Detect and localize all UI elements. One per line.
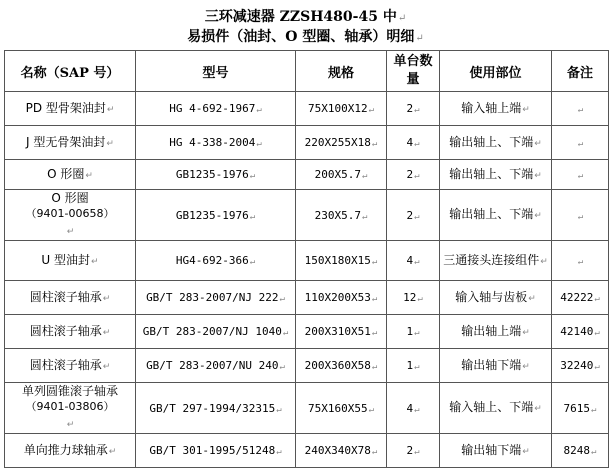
document-title-line1 [0, 8, 611, 28]
paragraph-mark-icon: ↵ [371, 328, 378, 338]
paragraph-mark-icon: ↵ [414, 105, 420, 115]
cell-part-text: 输出轴上、下端 [449, 207, 534, 221]
paragraph-mark-icon: ↵ [414, 362, 420, 372]
cell-note [552, 383, 609, 434]
paragraph-mark-icon: ↵ [361, 211, 368, 222]
title-text: 三环减速器 ZZSH480-45 中 [204, 9, 397, 25]
cell-qty [387, 315, 440, 349]
paragraph-mark-icon: ↵ [371, 294, 378, 304]
paragraph-mark-icon: ↵ [371, 447, 378, 457]
table-row [5, 281, 609, 315]
document-title-line2 [0, 28, 611, 48]
paragraph-mark-icon: ↵ [414, 211, 420, 222]
cell-name-text: J 型无骨架油封 [26, 134, 106, 149]
cell-name [5, 126, 136, 160]
cell-model [136, 126, 296, 160]
cell-part-text: 输出轴上、下端 [449, 134, 534, 149]
cell-spec [296, 383, 387, 434]
title-text: 易损件（油封、O 型圈、轴承）明细 [187, 29, 415, 45]
paragraph-mark-icon: ↵ [591, 404, 597, 415]
cell-model-text: HG4-692-366 [175, 254, 249, 267]
cell-spec [296, 281, 387, 315]
cell-model [136, 190, 296, 241]
cell-model-text: GB/T 283-2007/NJ 222 [146, 291, 279, 304]
cell-qty [387, 126, 440, 160]
paragraph-mark-icon: ↵ [577, 257, 584, 267]
cell-spec-text: 75X160X55 [307, 401, 368, 415]
cell-name [5, 160, 136, 190]
cell-qty-text: 1 [406, 359, 414, 372]
cell-name [5, 92, 136, 126]
paragraph-mark-icon: ↵ [534, 138, 542, 149]
paragraph-mark-icon: ↵ [91, 256, 99, 267]
paragraph-mark-icon: ↵ [85, 170, 93, 181]
cell-note [552, 349, 609, 383]
header-name: 名称（SAP 号） [5, 51, 136, 92]
cell-part-text: 输入轴上端 [461, 100, 522, 115]
paragraph-mark-icon: ↵ [368, 105, 375, 115]
paragraph-mark-icon: ↵ [102, 361, 111, 372]
cell-part-text: 输出轴下端 [461, 357, 522, 372]
cell-name-text: 圆柱滚子轴承 [29, 289, 102, 304]
table-row [5, 434, 609, 468]
paragraph-mark-icon: ↵ [371, 257, 378, 267]
table-row [5, 241, 609, 281]
cell-name-text: U 型油封 [41, 252, 91, 267]
paragraph-mark-icon: ↵ [282, 328, 289, 338]
cell-name [5, 349, 136, 383]
table-row [5, 190, 609, 241]
cell-note [552, 241, 609, 281]
table-header-row [5, 51, 609, 92]
cell-note [552, 160, 609, 190]
cell-qty-text: 2 [406, 444, 414, 457]
cell-part [440, 383, 552, 434]
cell-qty [387, 434, 440, 468]
cell-model [136, 383, 296, 434]
paragraph-mark-icon: ↵ [397, 13, 407, 24]
paragraph-mark-icon: ↵ [249, 171, 256, 181]
cell-note [552, 190, 609, 241]
cell-name [5, 190, 136, 241]
cell-part [440, 241, 552, 281]
cell-qty-text: 4 [406, 254, 414, 267]
cell-note [552, 434, 609, 468]
paragraph-mark-icon: ↵ [66, 420, 75, 430]
cell-spec [296, 434, 387, 468]
paragraph-mark-icon: ↵ [534, 211, 542, 221]
cell-model-text: GB/T 283-2007/NJ 1040 [142, 325, 282, 338]
cell-name-text: PD 型骨架油封 [25, 100, 106, 115]
paragraph-mark-icon: ↵ [256, 139, 262, 149]
paragraph-mark-icon: ↵ [594, 328, 600, 338]
cell-model [136, 434, 296, 468]
paragraph-mark-icon: ↵ [414, 139, 420, 149]
cell-qty [387, 190, 440, 241]
cell-model [136, 92, 296, 126]
cell-note [552, 281, 609, 315]
cell-spec [296, 241, 387, 281]
cell-part-text: 输入轴与齿板 [455, 289, 528, 304]
paragraph-mark-icon: ↵ [102, 327, 111, 338]
cell-qty [387, 383, 440, 434]
paragraph-mark-icon: ↵ [371, 139, 378, 149]
cell-spec-text: 200X360X58 [304, 359, 371, 372]
cell-part-text: 三通接头连接组件 [443, 252, 540, 267]
cell-qty [387, 160, 440, 190]
cell-qty-text: 2 [406, 168, 414, 181]
cell-model-text: HG 4-692-1967 [169, 102, 256, 115]
cell-model-text: GB/T 283-2007/NU 240 [146, 359, 279, 372]
cell-spec-text: 200X310X51 [304, 325, 371, 338]
paragraph-mark-icon: ↵ [249, 257, 256, 267]
table-row [5, 92, 609, 126]
cell-note-text: 32240 [560, 359, 594, 372]
paragraph-mark-icon: ↵ [534, 170, 542, 181]
cell-name [5, 434, 136, 468]
cell-spec [296, 315, 387, 349]
cell-spec-text: 200X5.7 [314, 168, 361, 181]
cell-name-text: O 形圈 [47, 166, 85, 181]
paragraph-mark-icon: ↵ [368, 404, 375, 415]
table-row [5, 349, 609, 383]
table-row [5, 160, 609, 190]
cell-part [440, 281, 552, 315]
cell-part-text: 输出轴上、下端 [449, 166, 534, 181]
cell-spec-text: 110X200X53 [304, 291, 371, 304]
cell-name [5, 315, 136, 349]
cell-spec [296, 349, 387, 383]
cell-qty [387, 92, 440, 126]
paragraph-mark-icon: ↵ [66, 227, 75, 237]
cell-model-text: GB/T 297-1994/32315 [149, 401, 276, 415]
header-spec: 规格 [296, 51, 387, 92]
table-row [5, 315, 609, 349]
cell-name-text: 单列圆锥滚子轴承 [21, 384, 118, 398]
table-body [5, 92, 609, 468]
cell-model [136, 241, 296, 281]
cell-name-text: 单向推力球轴承 [23, 442, 108, 457]
cell-name-text: 圆柱滚子轴承 [29, 357, 102, 372]
cell-spec-text: 230X5.7 [314, 208, 361, 222]
paragraph-mark-icon: ↵ [522, 327, 530, 338]
cell-spec-text: 220X255X18 [304, 136, 371, 149]
cell-part [440, 126, 552, 160]
paragraph-mark-icon: ↵ [108, 446, 117, 457]
paragraph-mark-icon: ↵ [577, 105, 584, 115]
cell-part [440, 92, 552, 126]
cell-spec [296, 92, 387, 126]
paragraph-mark-icon: ↵ [276, 447, 282, 457]
paragraph-mark-icon: ↵ [534, 404, 542, 414]
paragraph-mark-icon: ↵ [414, 171, 420, 181]
cell-qty-text: 4 [406, 401, 414, 415]
cell-part-text: 输入轴上、下端 [449, 400, 534, 414]
cell-note-text: 42140 [560, 325, 594, 338]
paragraph-mark-icon: ↵ [414, 257, 420, 267]
cell-note-text: 8248 [563, 444, 591, 457]
cell-model-text: HG 4-338-2004 [169, 136, 256, 149]
paragraph-mark-icon: ↵ [577, 211, 584, 222]
cell-model [136, 315, 296, 349]
cell-name-text: O 形圈 [51, 191, 89, 205]
cell-name-text: 圆柱滚子轴承 [29, 323, 102, 338]
cell-part [440, 190, 552, 241]
paragraph-mark-icon: ↵ [414, 404, 420, 415]
cell-name [5, 281, 136, 315]
cell-model [136, 281, 296, 315]
parts-table [4, 50, 609, 468]
cell-part [440, 349, 552, 383]
paragraph-mark-icon: ↵ [522, 104, 530, 115]
paragraph-mark-icon: ↵ [361, 171, 368, 181]
paragraph-mark-icon: ↵ [276, 404, 282, 415]
paragraph-mark-icon: ↵ [371, 362, 378, 372]
paragraph-mark-icon: ↵ [106, 138, 114, 149]
paragraph-mark-icon: ↵ [106, 104, 115, 115]
cell-name-subtext: （9401-00658） [25, 207, 115, 220]
cell-qty-text: 2 [406, 102, 414, 115]
paragraph-mark-icon: ↵ [522, 361, 530, 372]
paragraph-mark-icon: ↵ [594, 362, 600, 372]
paragraph-mark-icon: ↵ [528, 293, 536, 304]
paragraph-mark-icon: ↵ [102, 293, 111, 304]
cell-note [552, 92, 609, 126]
paragraph-mark-icon: ↵ [279, 362, 285, 372]
cell-model [136, 160, 296, 190]
paragraph-mark-icon: ↵ [522, 446, 530, 457]
cell-spec-text: 75X100X12 [307, 102, 368, 115]
paragraph-mark-icon: ↵ [249, 211, 256, 222]
cell-qty-text: 12 [403, 291, 417, 304]
paragraph-mark-icon: ↵ [279, 294, 285, 304]
cell-part [440, 160, 552, 190]
cell-qty [387, 349, 440, 383]
header-qty: 单台数量 [387, 51, 440, 92]
cell-note-text: 42222 [560, 291, 594, 304]
cell-note-text: 7615 [563, 401, 591, 415]
cell-model-text: GB1235-1976 [175, 208, 249, 222]
cell-name-subtext: （9401-03806） [25, 400, 115, 413]
cell-spec-text: 150X180X15 [304, 254, 371, 267]
cell-spec [296, 190, 387, 241]
paragraph-mark-icon: ↵ [256, 105, 262, 115]
paragraph-mark-icon: ↵ [414, 328, 420, 338]
paragraph-mark-icon: ↵ [591, 447, 597, 457]
paragraph-mark-icon: ↵ [540, 256, 548, 267]
header-model: 型号 [136, 51, 296, 92]
paragraph-mark-icon: ↵ [417, 294, 423, 304]
cell-name [5, 383, 136, 434]
cell-spec-text: 240X340X78 [304, 444, 371, 457]
cell-part [440, 434, 552, 468]
cell-qty-text: 1 [406, 325, 414, 338]
table-row [5, 126, 609, 160]
cell-name [5, 241, 136, 281]
cell-qty [387, 241, 440, 281]
cell-spec [296, 126, 387, 160]
cell-note [552, 315, 609, 349]
cell-part-text: 输出轴上端 [461, 323, 522, 338]
cell-model [136, 349, 296, 383]
cell-model-text: GB1235-1976 [175, 168, 249, 181]
paragraph-mark-icon: ↵ [594, 294, 600, 304]
header-note: 备注 [552, 51, 609, 92]
cell-note [552, 126, 609, 160]
cell-part-text: 输出轴下端 [461, 442, 522, 457]
cell-model-text: GB/T 301-1995/51248 [149, 444, 276, 457]
paragraph-mark-icon: ↵ [414, 447, 420, 457]
cell-qty [387, 281, 440, 315]
header-part: 使用部位 [440, 51, 552, 92]
cell-qty-text: 2 [406, 208, 414, 222]
cell-part [440, 315, 552, 349]
table-row [5, 383, 609, 434]
paragraph-mark-icon: ↵ [577, 139, 584, 149]
paragraph-mark-icon: ↵ [577, 171, 584, 181]
cell-spec [296, 160, 387, 190]
paragraph-mark-icon: ↵ [415, 33, 424, 44]
cell-qty-text: 4 [406, 136, 414, 149]
